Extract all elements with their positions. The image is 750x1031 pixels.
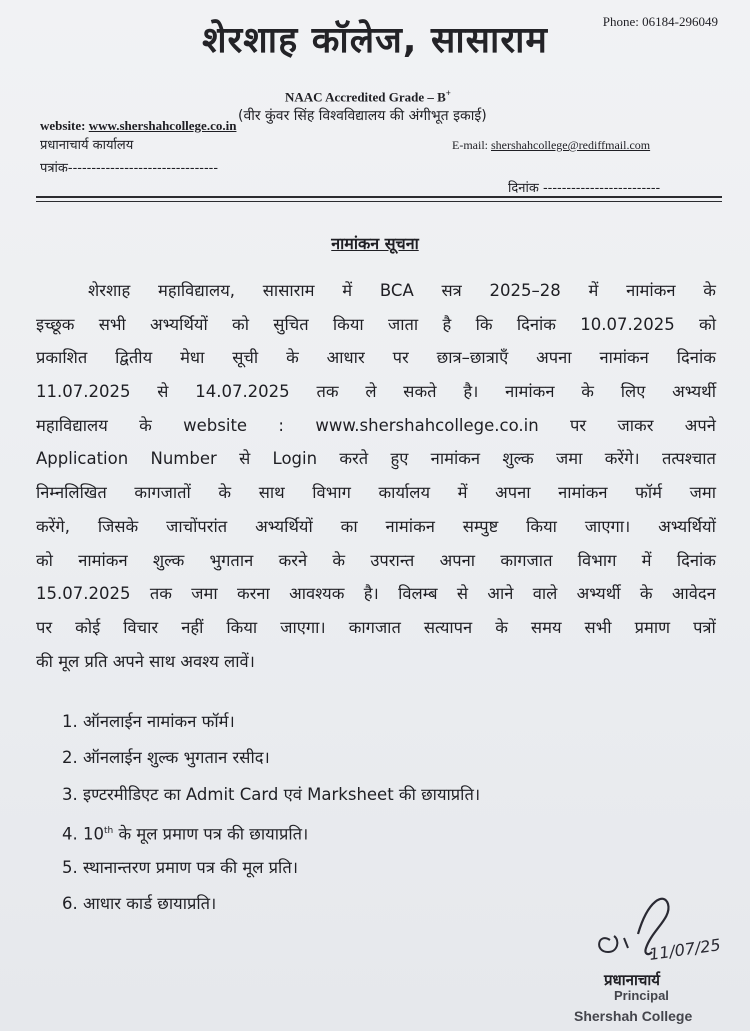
list-item: 6. आधार कार्ड छायाप्रति। [62,893,217,913]
email-link[interactable]: shershahcollege@rediffmail.com [491,138,651,152]
naac-grade: NAAC Accredited Grade – B+ [285,88,451,105]
website-link[interactable]: www.shershahcollege.co.in [88,118,237,133]
signature-date: 11/07/25 [647,935,722,964]
list-item: 2. ऑनलाईन शुल्क भुगतान रसीद। [62,748,270,768]
date-field: दिनांक ------------------------- [508,181,661,196]
website-line: website: www.shershahcollege.co.in [40,118,237,133]
list-item: 1. ऑनलाईन नामांकन फॉर्म। [62,712,235,731]
signatory-title: Principal [614,988,669,1003]
notice-title: नामांकन सूचना [331,234,419,253]
notice-paragraph-line: शेरशाह महाविद्यालय, सासाराम में BCA सत्र 2025–28 में नामांकन के [88,281,716,300]
signatory-designation: प्रधानाचार्य [604,971,660,989]
college-name: शेरशाह कॉलेज, सासाराम [202,20,548,61]
notice-paragraph-line: निम्नलिखित कागजातों के साथ विभाग कार्यालय में अपना नामांकन फॉर्म जमा [36,483,716,503]
notice-body [36,274,716,678]
list-item: 3. इण्टरमीडिएट का Admit Card एवं Marksheet की छायाप्रति। [62,784,481,804]
notice-paragraph-line: 15.07.2025 तक जमा करना आवश्यक है। विलम्ब से आने वाले अभ्यर्थी के आवेदन [36,584,716,604]
notice-paragraph-line: इच्छूक सभी अभ्यर्थियों को सुचित किया जाता है कि दिनांक 10.07.2025 को [36,314,716,334]
signature-handwritten [588,890,738,980]
university-affiliation: (वीर कुंवर सिंह विश्वविद्यालय की अंगीभूत इकाई) [238,108,487,124]
notice-paragraph-line: की मूल प्रति अपने साथ अवश्य लावें। [36,651,255,671]
notice-paragraph-line: करेंगे, जिसके जाचोंपरांत अभ्यर्थियों का नामांकन सम्पुष्ट किया जाएगा। अभ्यर्थियों [36,516,716,536]
list-item: 5. स्थानान्तरण प्रमाण पत्र की मूल प्रति। [62,857,298,877]
notice-paragraph-line: Application Number से Login करते हुए नामांकन शुल्क जमा करेंगे। तत्पश्चात [36,449,716,469]
signatory-college: Shershah College [574,1008,693,1024]
header-divider [36,196,722,198]
notice-paragraph-line: 11.07.2025 से 14.07.2025 तक ले सकते है। नामांकन के लिए अभ्यर्थी [36,382,716,402]
notice-paragraph-line: को नामांकन शुल्क भुगतान करने के उपरान्त अपना कागजात विभाग में दिनांक [36,550,716,570]
phone-number: Phone: 06184-296049 [602,14,718,29]
required-documents-list [62,704,480,922]
principal-office: प्रधानाचार्य कार्यालय [40,138,134,153]
header-divider-thin [36,201,722,202]
notice-paragraph-line: प्रकाशित द्वितीय मेधा सूची के आधार पर छात्र–छात्राएँ अपना नामांकन दिनांक [36,348,716,368]
list-item: 4. 10th के मूल प्रमाण पत्र की छायाप्रति। [62,824,309,844]
notice-paragraph-line: पर कोई विचार नहीं किया जाएगा। कागजात सत्यापन के समय सभी प्रमाण पत्रों [36,617,716,637]
reference-number-field: पत्रांक-------------------------------- [40,161,219,176]
email-line: E-mail: shershahcollege@rediffmail.com [452,138,651,152]
notice-paragraph-line: महाविद्यालय के website : www.shershahcollege.co.in पर जाकर अपने [36,415,716,435]
